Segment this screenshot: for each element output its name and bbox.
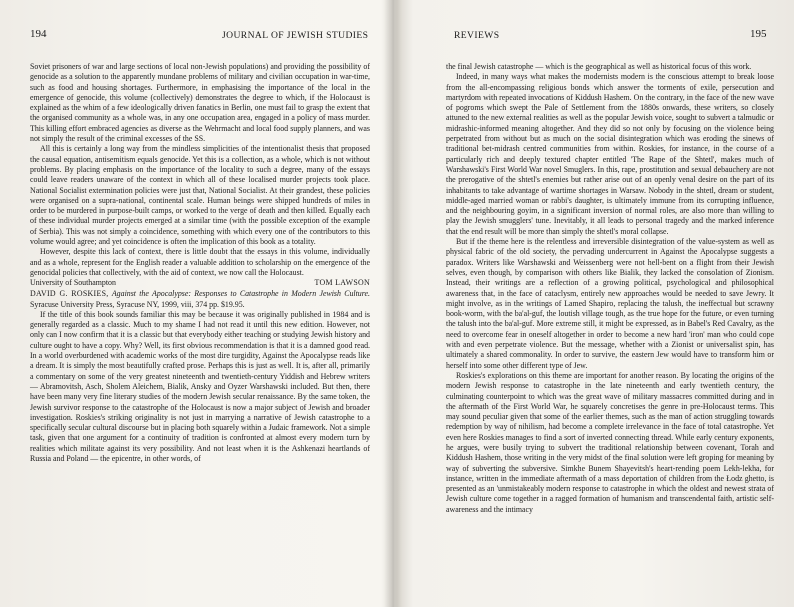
- left-paragraph-1: Soviet prisoners of war and large sections of local non-Jewish populations) and providing the possibility of genocide as a solution to the apparently mundane problems of military and civilian occupation in war-time, such as food and housing shortages. Furthermore, in emphasising the importance of the local in the emergence of genocide, this volume (collectively) demonstrates the degree to which, if the Holocaust is explained as the whim of a few ideologically driven fanatics in Berlin, one must fail to grasp the extent that the organised community as a whole was, in any one occupation area, engaged in a policy of mass murder. This killing effort embraced agencies as diverse as the Wehrmacht and local food supply planners, and was not simply the result of the criminal excesses of the SS.: [30, 62, 370, 144]
- left-text-column: [30, 62, 370, 464]
- reviewer-name: TOM LAWSON: [314, 278, 370, 288]
- right-paragraph-1: the final Jewish catastrophe — which is the geographical as well as historical focus of this work.: [446, 62, 752, 71]
- right-paragraph-2: Indeed, in many ways what makes the modernists modern is the conscious attempt to break loose from the all-encompassing religious bonds which answer the torments of exile, persecution and martyrdom with repeated invocations of Kiddush Hashem. On the contrary, in the face of the new wave of pogroms which swept the Pale of Settlement from the 1880s onwards, these writers, so closely attuned to the new external realities as well as the popular Jewish voice, sought to subvert a talmudic or midrashic-informed meaning altogether. And they did so not only by focusing on the violence being perpetrated from without but as much on the social disintegration which was eroding the sinews of traditional bet-midrash centred communities from within. Roskies, for instance, in the course of a particularly rich and deeply textured chapter entitled 'The Rape of the Shtetl', makes much of Warshawski's First World War novel Smuglers. In this, rape, prostitution and sexual debauchery are not the prerogative of the shtetl's enemies but rather arise out of an openly venal desire on the part of its inhabitants to take advantage of wartime shortages in Warsaw. Nobody in the shtetl, dream or student, middle-aged married woman or rabbi's daughter, is ultimately immune from its corrupting influence, and the neighbouring goyim, in a significant inversion of normal roles, are also more than willing to play the Jewish smugglers' tune. Inevitably, it all leads to personal tragedy and the marked inference that the end result will be more than simply the shtetl's moral collapse.: [446, 72, 774, 236]
- book-author: DAVID G. ROSKIES,: [30, 289, 109, 299]
- book-publisher: Syracuse University Press, Syracuse NY, 1999, viii, 374 pp. $19.95.: [30, 299, 245, 309]
- review-paragraph-1: If the title of this book sounds familiar this may be because it was originally published in 1984 and is generally regarded as a classic. Much to my shame I had not read it until this new edition. However, not only can I now confirm that it is a classic but that everybody either teaching or studying Jewish history and culture ought to have a copy. Why? Well, its first obvious recommendation is that it is a damned good read. In a world overburdened with academic works of the most dire turgidity, Against the Apocalypse reads like a dream. It is simply the most beautifully crafted prose. Perhaps this is just as well. It is, after all, primarily a commentary on some of the very greatest nineteenth and twentieth-century Yiddish and Hebrew writers — Abramovitsh, Asch, Sholem Aleichem, Bialik, Ansky and Oyzer Warshawski included. But then, there have been many very fine literary studies of the modern Jewish secular renaissance. By the same token, the Jewish survivor response to the catastrophe of the Holocaust is now a major subject of Jewish and broader investigation. Roskies's striking originality is not just in marrying a narrative of Jewish catastrophe to a specifically secular cultural discourse but in placing both squarely within a Judaic framework. Not a simple task, given that one argument for a continuity of tradition is confronted at almost every modern turn by realities which militate against its very possibility. And not least when it is the Ashkenazi heartlands of Russia and Poland — the epicentre, in other words, of: [30, 309, 370, 463]
- review-heading: [30, 289, 370, 310]
- right-running-head: REVIEWS: [454, 30, 500, 41]
- right-paragraph-4: Roskies's explorations on this theme are important for another reason. By locating the origins of the modern Jewish response to catastrophe in the late nineteenth and early twentieth century, the culminating counterpoint to which was the great wave of military massacres committed during and in the aftermath of the First World War, he squarely concretises the genre in pre-Holocaust terms. This may sound peculiar given that some of the earlier themes, such as the man of action struggling towards redemption by way of nihilism, had become a complete irrelevance in the face of total catastrophe. Yet even here Roskies manages to find a sort of inverted connecting thread. While early century exponents, he argues, were busily trying to subvert the traditional relationship between covenant, Torah and Kiddush Hashem, those writing in the very midst of the final solution were left groping for meaning by way of subverting the subversive. Simkhe Bunem Shayevitsh's heart-rending poem Lekh-lekha, for instance, written in the immediate aftermath of a mass deportation of children from the Łodz ghetto, is presented as an 'unmistakeably modern response to catastrophe in which the oldest and newest strata of Jewish culture come together in a ragged formation of humanism and transcendental faith, artistic self-awareness and the intimacy: [446, 370, 774, 514]
- left-paragraph-3: However, despite this lack of context, there is little doubt that the essays in this volume, individually and as a whole, represent for the English reader a valuable addition to scholarship on the emergence of the genocidal policies that collectively, with the aid of context, we now call the Holocaust.: [30, 247, 370, 277]
- right-paragraph-3: But if the theme here is the relentless and irreversible disintegration of the value-system as well as physical fabric of the old society, the pervading undercurrent in Against the Apocalypse suggests a paradox. Writers like Warshawski and Weissenberg were not hell-bent on a flight from their Jewish selves, even though, by comparison with others like Bialik, they lacked the consolation of Zionism. Instead, their writings are a reflection of a growing political, psychological and philosophical awareness that, in the face of cataclysm, entirely new approaches would be needed to save Jewry. It might involve, as in the writings of Lamed Shapiro, replacing the talush, the ineffectual but scrawny book-worm, with the ba'al-guf, the loutish village tough, as the true hope for the future, or even turning the talush into the ba'al-guf. More extreme still, it might be expressed, as in Babel's Red Cavalry, as the need to overcome fear in oneself altogether in order to become a new hard 'iron' man who could cope with and even perpetrate violence. But the message, whether with a Zionist or universalist spin, has ultimately a shared commonality. In order to survive, the eastern Jew would have to transform him or herself into some other different type of Jew.: [446, 237, 774, 370]
- left-page: [0, 0, 392, 607]
- review-signature: [30, 278, 370, 289]
- right-page: [396, 0, 794, 607]
- book-title: Against the Apocalypse: Responses to Catastrophe in Modern Jewish Culture.: [111, 289, 371, 299]
- reviewer-affiliation: University of Southampton: [30, 278, 116, 288]
- right-page-number: 195: [750, 28, 767, 40]
- left-paragraph-2: All this is certainly a long way from the mindless simplicities of the intentionalist thesis that proposed the causal equation, antisemitism equals genocide. Yet this is a collection, as a whole, which is not without problems. By placing emphasis on the importance of the locality to such a degree, many of the essays could leave readers unaware of the context in which all of these localised murder projects took place. National Socialist extermination policies were just that, National Socialist. At their grandest, these policies were organised on a supra-national, continental scale. Human beings were shipped hundreds of miles in order to be murdered in purpose-built camps, or worked to the verge of death and then killed. Equally each of these individual murder projects emerged at a similar time (with the possible exception of the example of Serbia). This was not simply a coincidence, something with which every one of the contributors to this volume would agree; and yet coincidence is often the implication of this book as a totality.: [30, 144, 370, 247]
- right-text-column: [446, 62, 774, 515]
- left-page-number: 194: [30, 28, 47, 40]
- left-running-head: JOURNAL OF JEWISH STUDIES: [222, 30, 369, 41]
